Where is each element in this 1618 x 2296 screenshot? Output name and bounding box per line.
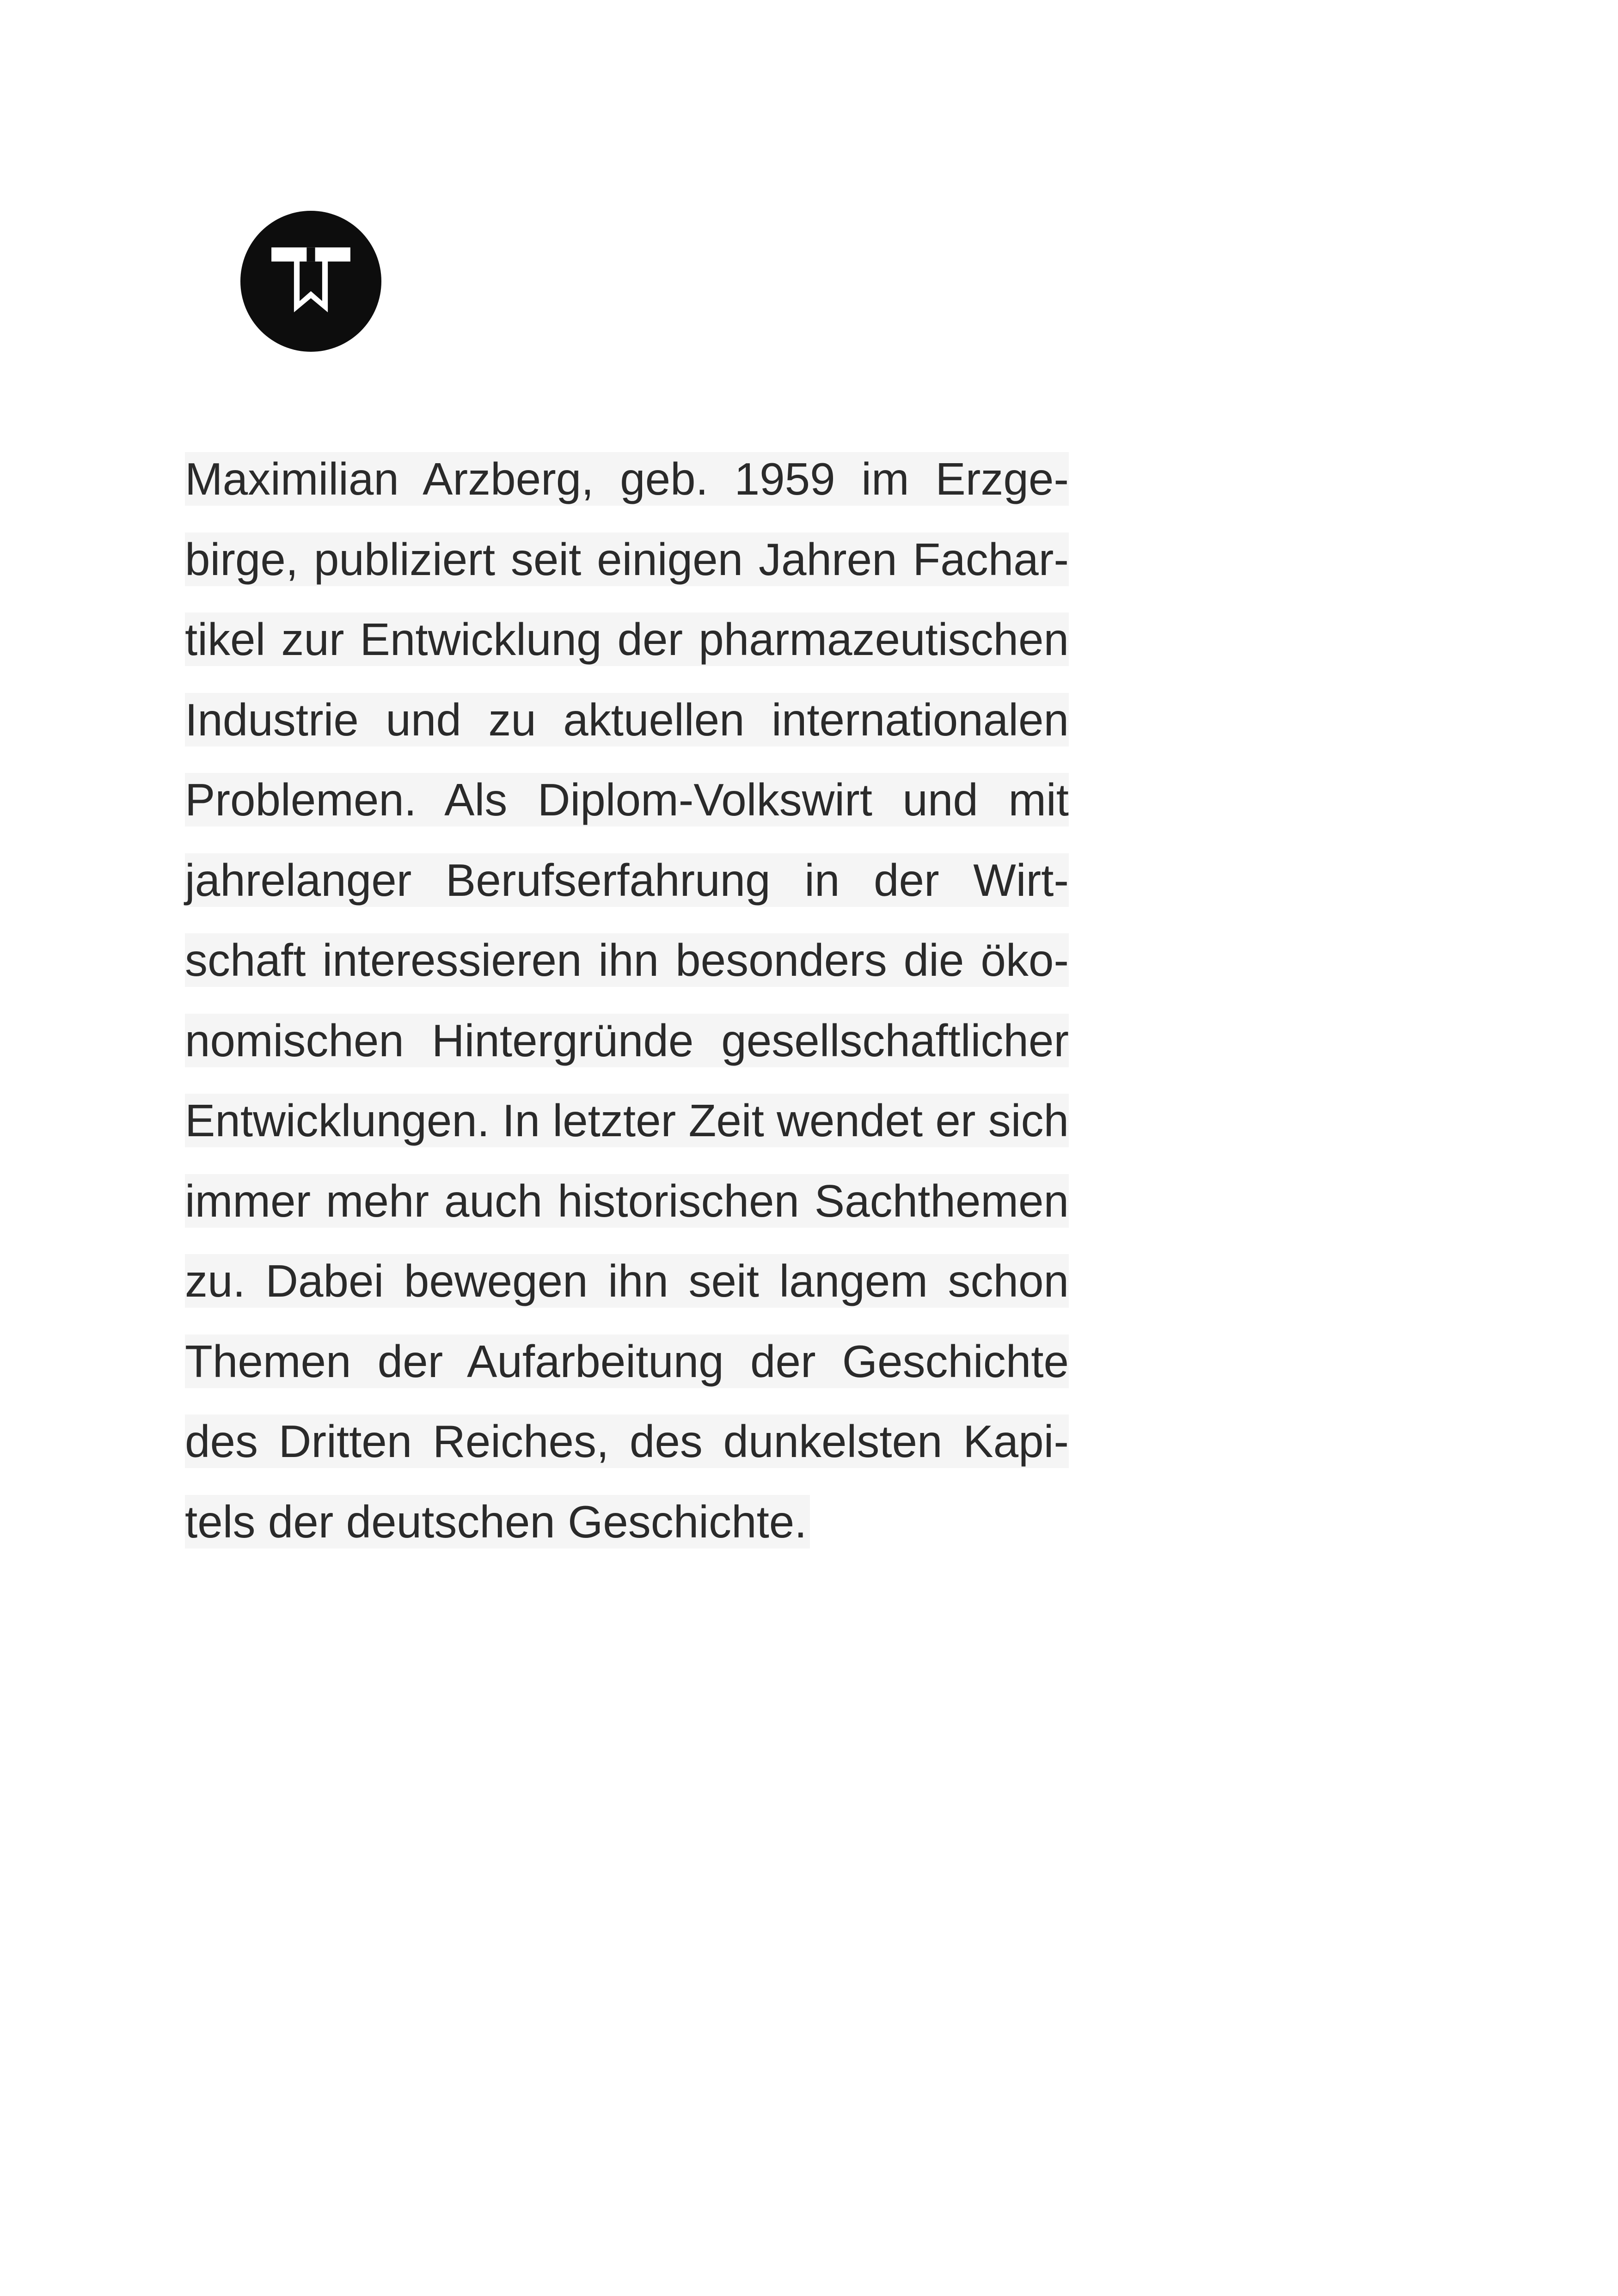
bio-line (185, 773, 1069, 853)
author-bio (185, 452, 1069, 1575)
bio-line-text: birge, publiziert seit einigen Jahren Fachar- (185, 533, 1069, 585)
bio-line-text: Problemen. Als Diplom-Volkswirt und mit (185, 774, 1069, 825)
bio-line-text: jahrelanger Berufserfahrung in der Wirt- (185, 854, 1069, 906)
bio-line (185, 693, 1069, 773)
publisher-logo-svg (240, 211, 381, 352)
publisher-logo-icon (240, 211, 381, 352)
bio-line (185, 452, 1069, 533)
bio-line-text: Entwicklungen. In letzter Zeit wendet er sich (185, 1095, 1069, 1146)
bio-line-text: immer mehr auch historischen Sachthemen (185, 1175, 1069, 1226)
bio-line-last (185, 1495, 1069, 1575)
bio-line (185, 1335, 1069, 1415)
bio-last-line-highlight (185, 1495, 810, 1549)
bio-line (185, 1254, 1069, 1335)
bio-line (185, 853, 1069, 934)
bio-line (185, 933, 1069, 1014)
bio-line (185, 1094, 1069, 1174)
bio-line (185, 1174, 1069, 1255)
bio-line-text: tels der deutschen Geschichte. (185, 1496, 807, 1547)
bio-line-text: Maximilian Arzberg, geb. 1959 im Erzge- (185, 453, 1069, 504)
bio-line-text: tikel zur Entwicklung der pharmazeutischen (185, 614, 1069, 665)
bio-line (185, 1014, 1069, 1094)
bio-line (185, 533, 1069, 613)
bio-line-text: Themen der Aufarbeitung der Geschichte (185, 1335, 1069, 1387)
bio-line-text: schaft interessieren ihn besonders die öko- (185, 935, 1069, 986)
bio-line-text: des Dritten Reiches, des dunkelsten Kapi- (185, 1416, 1069, 1467)
bio-line (185, 612, 1069, 693)
bio-line-text: Industrie und zu aktuellen internationalen (185, 694, 1069, 745)
bio-line-text: zu. Dabei bewegen ihn seit langem schon (185, 1255, 1069, 1306)
bio-line (185, 1414, 1069, 1495)
bio-line-text: nomischen Hintergründe gesellschaftlicher (185, 1015, 1069, 1066)
